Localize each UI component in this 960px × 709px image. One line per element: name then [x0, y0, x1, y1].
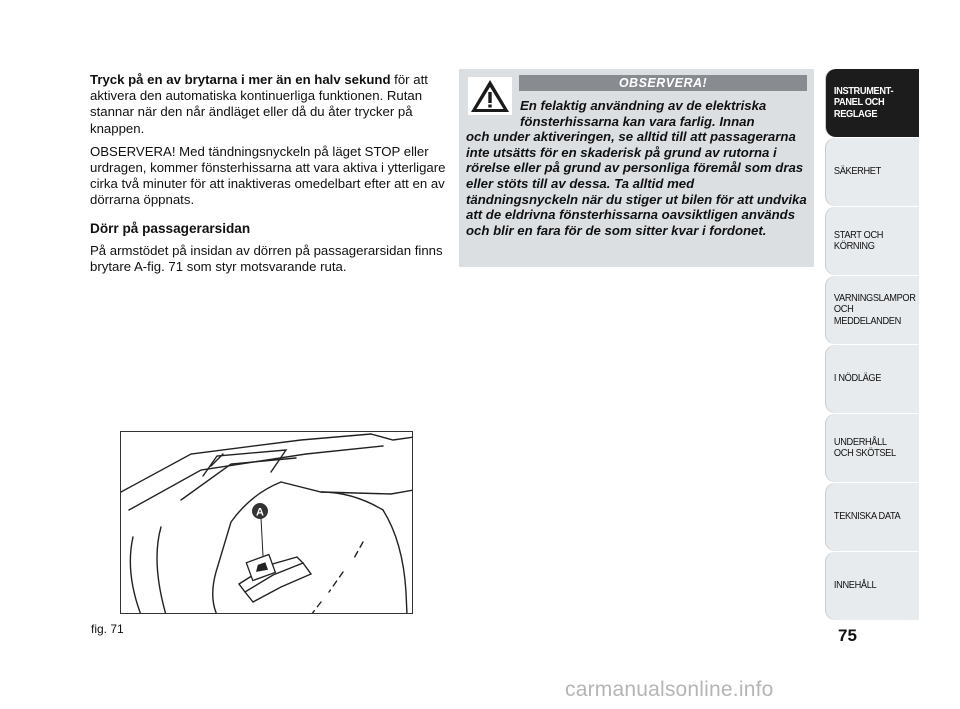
lead-rest-text: för att aktivera den automatiska kontinuerliga funktionen. Rutan stannar när den når ändläget eller då du åter trycker på knappen. [90, 72, 428, 136]
tab-label: UNDERHÅLL OCH SKÖTSEL [833, 435, 896, 459]
section-heading: Dörr på passagerarsidan [90, 220, 251, 236]
tab-sakerhet[interactable] [826, 138, 919, 206]
tab-label: SÄKERHET [833, 165, 881, 178]
figure-caption: fig. 71 [91, 622, 124, 636]
warning-box [459, 69, 814, 267]
warning-title: OBSERVERA! [519, 75, 807, 91]
chapter-tabs [826, 69, 919, 621]
tab-label: INSTRUMENT- PANEL OCH REGLAGE [833, 84, 894, 120]
watermark: carmanualsonline.info [565, 678, 774, 701]
tab-label: START OCH KÖRNING [833, 228, 884, 252]
warning-text-rest: och under aktiveringen, se alltid till att passagerarna inte utsätts för en skaderisk på grund av rutorna i rörelse eller på grund av personliga föremål som dras eller stöts till av dessa. Ta alltid med tändningsnyckeln när du stiger ut bilen för att undvika att de eldrivna fönsterhissarna oavsiktligen används och blir en fara för de som sitter kvar i fordonet. [466, 129, 807, 238]
door-armrest-illustration [121, 432, 413, 614]
callout-a-label: A [256, 506, 264, 519]
page-number: 75 [838, 626, 857, 645]
tab-label: I NÖDLÄGE [833, 372, 882, 385]
paragraph-observera: OBSERVERA! Med tändningsnyckeln på läget STOP eller urdragen, kommer fönsterhissarna att vara aktiva i ytterligare cirka två minuter för att inaktiveras omedelbart efter att en av dörrarna öppnats. [90, 143, 446, 208]
paragraph-passenger-door: På armstödet på insidan av dörren på passagerarsidan finns brytare A-fig. 71 som styr motsvarande ruta. [90, 242, 443, 275]
tab-start-korning[interactable] [826, 207, 919, 275]
tab-label: VARNINGSLAMPOR OCH MEDDELANDEN [833, 291, 916, 327]
tab-varningslampor[interactable] [826, 276, 919, 344]
tab-underhall[interactable] [826, 414, 919, 482]
paragraph-auto-function [90, 72, 448, 137]
body-text-column [90, 72, 448, 282]
warning-text-indented: En felaktig användning av de elektriska fönsterhissarna kan vara farlig. Innan [520, 98, 767, 129]
tab-label: TEKNISKA DATA [833, 510, 901, 523]
tab-label: INNEHÅLL [833, 579, 877, 592]
tab-tekniska-data[interactable] [826, 483, 919, 551]
tab-innehall[interactable] [826, 552, 919, 620]
lead-bold-text: Tryck på en av brytarna i mer än en halv sekund [90, 72, 391, 87]
figure-door-switch [120, 431, 413, 614]
tab-instrumentpanel[interactable] [826, 69, 919, 137]
tab-i-nodlage[interactable] [826, 345, 919, 413]
warning-text [466, 98, 808, 238]
